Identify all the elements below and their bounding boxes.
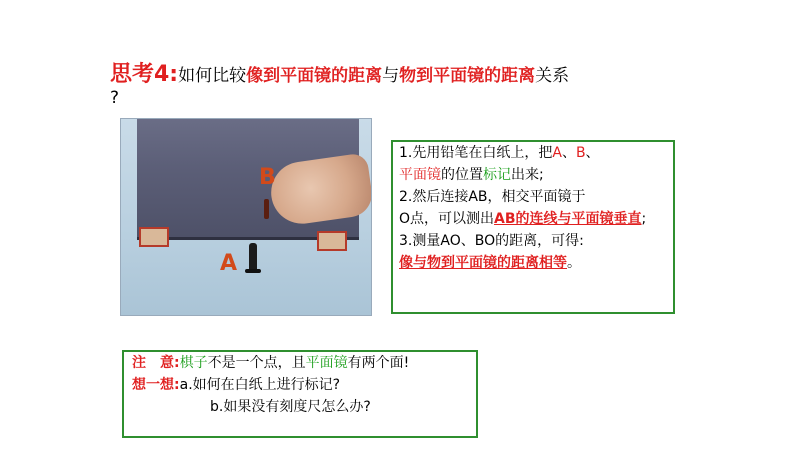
note-line-2 <box>124 374 476 396</box>
note-text-1: 不是一个点，且 <box>207 355 306 371</box>
step-1-b: B <box>575 145 586 161</box>
title-text-3: 关系 <box>535 66 570 86</box>
note-line-1 <box>124 352 476 374</box>
think-question-b: b.如果没有刻度尺怎么办? <box>210 399 371 415</box>
step-1-text-2: 的位置 <box>441 167 483 183</box>
step-1-mirror: 平面镜 <box>399 167 441 183</box>
title-highlight-object-distance: 物到平面镜的距离 <box>399 66 536 86</box>
step-2 <box>393 186 673 230</box>
think-label: 想一想: <box>132 377 180 393</box>
steps-box <box>391 140 675 314</box>
note-chess-piece: 棋子 <box>179 355 208 371</box>
title-question-mark: ? <box>110 88 120 108</box>
step-3-highlight: 像与物到平面镜的距离相等 <box>399 255 567 271</box>
experiment-photo <box>120 118 372 316</box>
step-2-text-2: O点，可以测出 <box>399 211 495 227</box>
label-a: A <box>220 251 238 276</box>
step-1-sep-2: 、 <box>585 145 600 161</box>
step-1 <box>393 142 673 186</box>
step-1-a: A <box>552 145 562 161</box>
note-box <box>122 350 478 438</box>
think-question-a: a.如何在白纸上进行标记? <box>179 377 341 393</box>
title-lead: 思考4: <box>110 62 179 87</box>
pencil-image <box>264 199 269 219</box>
step-2-end: ; <box>641 211 647 227</box>
step-1-text-3: 出来; <box>511 167 544 183</box>
title-highlight-image-distance: 像到平面镜的距离 <box>246 66 383 86</box>
title-text-2: 与 <box>382 66 400 86</box>
page-title <box>110 62 710 89</box>
step-1-text: 1.先用铅笔在白纸上，把 <box>399 145 553 161</box>
mirror-stand-left <box>139 227 169 247</box>
label-b: B <box>259 165 276 190</box>
chess-piece-base <box>245 269 261 273</box>
step-2-text: 2.然后连接AB，相交平面镜于 <box>399 189 586 205</box>
step-1-mark: 标记 <box>483 167 511 183</box>
step-3 <box>393 230 673 274</box>
note-label: 注 意: <box>132 355 180 371</box>
note-line-3 <box>124 396 476 418</box>
note-mirror: 平面镜 <box>305 355 348 371</box>
step-1-sep: 、 <box>561 145 576 161</box>
step-2-highlight: AB的连线与平面镜垂直 <box>494 211 642 227</box>
step-3-end: 。 <box>567 255 581 271</box>
note-text-2: 有两个面! <box>347 355 410 371</box>
mirror-stand-right <box>317 231 347 251</box>
step-3-text: 3.测量AO、BO的距离，可得: <box>399 233 584 249</box>
title-text-1: 如何比较 <box>178 66 247 86</box>
chess-piece-icon <box>249 243 257 271</box>
